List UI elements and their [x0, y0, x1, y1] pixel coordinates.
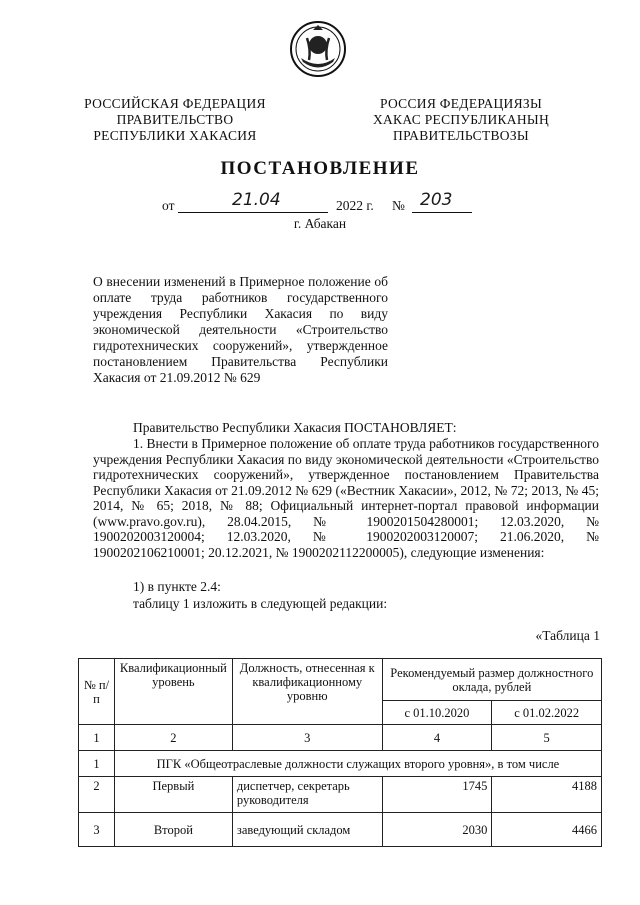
header-date-2: с 01.02.2022: [492, 701, 602, 725]
index-cell: 4: [382, 725, 492, 751]
body-paragraph: таблицу 1 изложить в следующей редакции:: [133, 596, 388, 611]
row-level: Второй: [114, 813, 232, 847]
header-num: № п/п: [79, 659, 115, 725]
row-position: диспетчер, секретарь руководителя: [232, 777, 382, 813]
row-position: заведующий складом: [232, 813, 382, 847]
header-date-1: с 01.10.2020: [382, 701, 492, 725]
table-index-row: [79, 725, 602, 751]
document-title: ПОСТАНОВЛЕНИЕ: [220, 158, 420, 179]
row-level: Первый: [114, 777, 232, 813]
number-underline: [412, 212, 472, 213]
number-sign: №: [392, 198, 405, 213]
header-right-line: ПРАВИТЕЛЬСТВОЗЫ: [393, 128, 529, 143]
table-group-row: [79, 751, 602, 777]
row-value-1: 2030: [382, 813, 492, 847]
handwritten-date: 21.04: [232, 190, 281, 210]
body-paragraph: 1) в пункте 2.4:: [133, 579, 221, 594]
header-left-line: РЕСПУБЛИКИ ХАКАСИЯ: [93, 128, 257, 143]
group-num: 1: [79, 751, 115, 777]
date-underline: [178, 212, 328, 213]
group-text: ПГК «Общеотраслевые должности служащих второго уровня», в том числе: [114, 751, 601, 777]
salary-table: [78, 658, 602, 847]
city-name: г. Абакан: [293, 216, 347, 231]
header-level: Квалификационный уровень: [114, 659, 232, 725]
row-num: 2: [79, 777, 115, 813]
header-right-line: РОССИЯ ФЕДЕРАЦИЯЗЫ: [379, 96, 543, 111]
date-year: 2022 г.: [336, 198, 374, 213]
index-cell: 2: [114, 725, 232, 751]
header-left-line: ПРАВИТЕЛЬСТВО: [116, 112, 234, 127]
table-row: [79, 813, 602, 847]
header-left-line: РОССИЙСКАЯ ФЕДЕРАЦИЯ: [84, 96, 266, 111]
header-right-line: ХАКАС РЕСПУБЛИКАНЫҢ: [372, 112, 550, 127]
row-value-2: 4466: [492, 813, 602, 847]
body-paragraph: 1. Внести в Примерное положение об оплате труда работников государственного учреждения Республики Хакасия по виду экономической деятельности «Строительство гидротехнических сооружений», утвержденное постановлением Правительства Республики Хакасия от 21.09.2012 № 629 («Вестник Хакасии», 2012, № 72; 2013, № 45; 2014, № 65; 2018, № 88; Официальный интернет-портал правовой информации (www.pravo.gov.ru), 28.04.2015, № 1900201504280001; 12.03.2020, № 1900202003120004; 12.03.2020, № 1900202003120007; 21.06.2020, № 1900202106210001; 20.12.2021, № 1900202112200005), следующие изменения:: [93, 436, 599, 560]
coat-of-arms-emblem: [289, 20, 347, 78]
header-salary: Рекомендуемый размер должностного оклада, рублей: [382, 659, 601, 701]
body-paragraph: Правительство Республики Хакасия ПОСТАНОВЛЯЕТ:: [133, 420, 457, 435]
document-subject: О внесении изменений в Примерное положение об оплате труда работников государственного учреждения Республики Хакасия по виду экономической деятельности «Строительство гидротехнических сооружений», утвержденное постановлением Правительства Республики Хакасия от 21.09.2012 № 629: [93, 274, 388, 385]
index-cell: 5: [492, 725, 602, 751]
table-caption: «Таблица 1: [535, 628, 600, 643]
header-position: Должность, отнесенная к квалификационному уровню: [232, 659, 382, 725]
index-cell: 1: [79, 725, 115, 751]
header-left: [70, 96, 280, 144]
handwritten-number: 203: [420, 190, 453, 210]
date-prefix: от: [162, 198, 175, 213]
header-right: [356, 96, 566, 144]
row-value-1: 1745: [382, 777, 492, 813]
table-row: [79, 777, 602, 813]
index-cell: 3: [232, 725, 382, 751]
row-value-2: 4188: [492, 777, 602, 813]
row-num: 3: [79, 813, 115, 847]
